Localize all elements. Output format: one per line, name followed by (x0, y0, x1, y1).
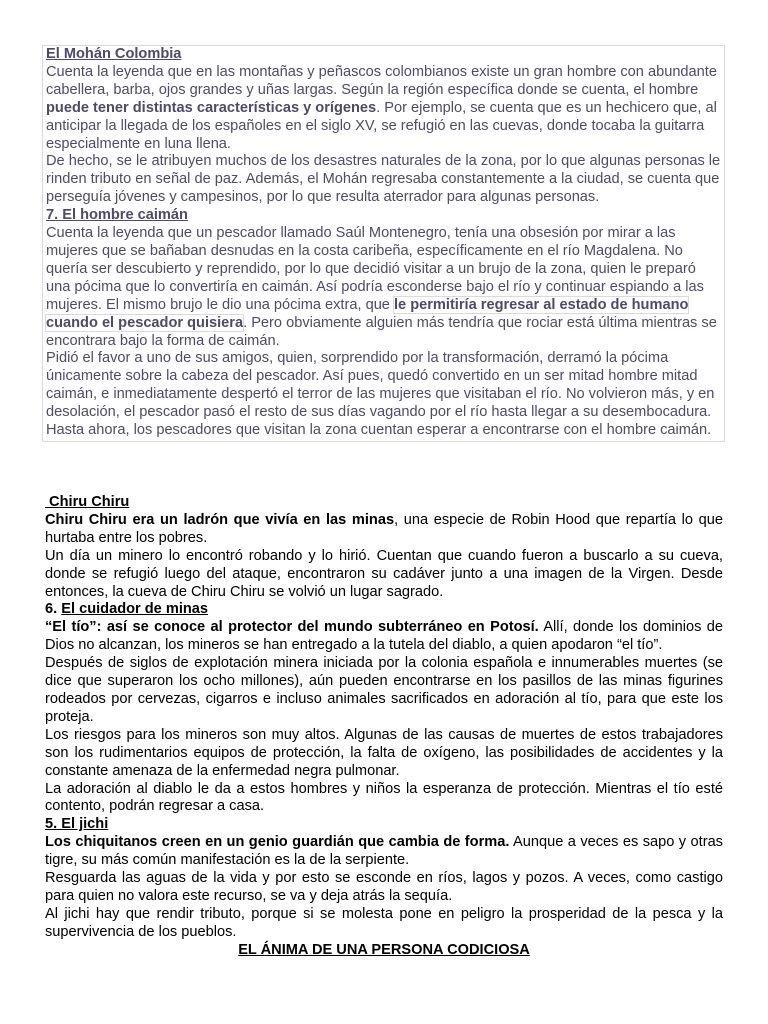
paragraph-cuidador-4: La adoración al diablo le da a estos hombres y niños la esperanza de protección. Mientras el tío esté contento, podrán regresar a casa. (45, 780, 723, 815)
quoted-article-box (42, 45, 725, 442)
paragraph-mohan-1 (46, 64, 722, 154)
text-run: . Pero obviamente alguien más tendría que rociar está última mientras se encontrara bajo la forma de caimán. (46, 314, 717, 349)
paragraph-chiru-2: Un día un minero lo encontró robando y lo hirió. Cuentan que cuando fueron a buscarlo a su cueva, donde se refugió luego del ataque, encontraron su cadáver junto a una imagen de la Virgen. Desde entonces, la cueva de Chiru Chiru se volvió un lugar sagrado. (45, 547, 723, 600)
paragraph-jichi-2: Resguarda las aguas de la vida y por esto se esconde en ríos, lagos y pozos. A veces, como castigo para quien no valora este recurso, se va y deja atrás la sequía. (45, 870, 723, 904)
paragraph-jichi-1 (45, 834, 723, 870)
heading-number: 6. (45, 601, 62, 618)
bold-phrase: le permitiría regresar al estado de humano cuando el pescador quisiera (46, 296, 689, 331)
text-run: Aunque a veces es sapo y otras tigre, su más común manifestación es la de la serpiente. (45, 834, 723, 869)
bold-phrase: Chiru Chiru era un ladrón que vivía en las minas (45, 511, 395, 528)
heading-title: El cuidador de minas (61, 601, 209, 618)
bold-phrase: “El tío”: así se conoce al protector del mundo subterráneo en Potosí. (45, 619, 539, 636)
section-heading-caiman: 7. El hombre caimán (46, 207, 188, 224)
paragraph-cuidador-2: Después de siglos de explotación minera iniciada por la colonia española e innumerables muertes (se dice que superaron los ocho millones), aún pueden encontrarse en los pasillos de las minas figurines rodeados por cervezas, cigarros e incluso animales sacrificados en adoración al tío, para que este los proteja. (45, 655, 723, 725)
bold-phrase: puede tener distintas características y orígenes (46, 99, 377, 116)
section-heading-cuidador (45, 601, 723, 619)
paragraph-jichi-3: Al jichi hay que rendir tributo, porque si se molesta pone en peligro la prosperidad de la pesca y la supervivencia de los pueblos. (45, 905, 723, 940)
bold-phrase: Los chiquitanos creen en un genio guardián que cambia de forma. (45, 834, 510, 851)
section-heading-anima: EL ÁNIMA DE UNA PERSONA CODICIOSA (238, 941, 530, 958)
paragraph-chiru-1 (45, 512, 723, 548)
paragraph-mohan-2: De hecho, se le atribuyen muchos de los desastres naturales de la zona, por lo que algunas personas le rinden tributo en señal de paz. Además, el Mohán regresaba constantemente a la ciudad, se cuenta que perseguía jóvenes y campesinos, por lo que resulta aterrador para algunas personas. (46, 153, 721, 206)
text-run: Cuenta la leyenda que en las montañas y peñascos colombianos existe un gran hombre con abundante cabellera, barba, ojos grandes y uñas largas. Según la región específica donde se cuenta, el hombre (46, 63, 717, 98)
section-heading-chiru: Chiru Chiru (45, 494, 130, 510)
paragraph-caiman-1 (46, 225, 722, 350)
paragraph-cuidador-1 (45, 619, 723, 655)
text-run: . Por ejemplo, se cuenta que es un hechicero que, al anticipar la llegada de los españoles en el siglo XV, se refugió en las cuevas, donde tocaba la guitarra especialmente en luna llena. (46, 99, 717, 152)
text-run: Cuenta la leyenda que un pescador llamado Saúl Montenegro, tenía una obsesión por mirar a las mujeres que se bañaban desnudas en la costa caribeña, específicamente en el río Magdalena. No quería ser descubierto y reprendido, por lo que decidió visitar a un brujo de la zona, quien le preparó una pócima que lo convertiría en caimán. Así podría esconderse bajo el río y continuar espiando a las mujeres. El mismo brujo le dio una pócima extra, que (46, 225, 704, 313)
text-run: , una especie de Robin Hood que repartía lo que hurtaba entre los pobres. (45, 511, 723, 546)
section-heading-mohan: El Mohán Colombia (46, 46, 182, 62)
paragraph-cuidador-3: Los riesgos para los mineros son muy altos. Algunas de las causas de muertes de estos trabajadores son los rudimentarios equipos de protección, la falta de oxígeno, las posibilidades de accidentes y la constante amenaza de la enfermedad negra pulmonar. (45, 726, 723, 779)
paragraph-caiman-2: Pidió el favor a uno de sus amigos, quien, sorprendido por la transformación, derramó la pócima únicamente sobre la cabeza del pescador. Así pues, quedó convertido en un ser mitad hombre mitad caimán, e inmediatamente despertó el terror de las mujeres que visitaban el río. No volvieron más, y en desolación, el pescador pasó el resto de sus días vagando por el río hasta llegar a su desembocadura. Hasta ahora, los pescadores que visitan la zona cuentan esperar a encontrarse con el hombre caimán. (46, 350, 715, 439)
text-run: Allí, donde los dominios de Dios no alcanzan, los mineros se han entregado a la tutela del diablo, a quien apodaron “el tío”. (45, 619, 724, 654)
main-article-body (45, 494, 723, 960)
section-heading-jichi: 5. El jichi (45, 816, 109, 833)
